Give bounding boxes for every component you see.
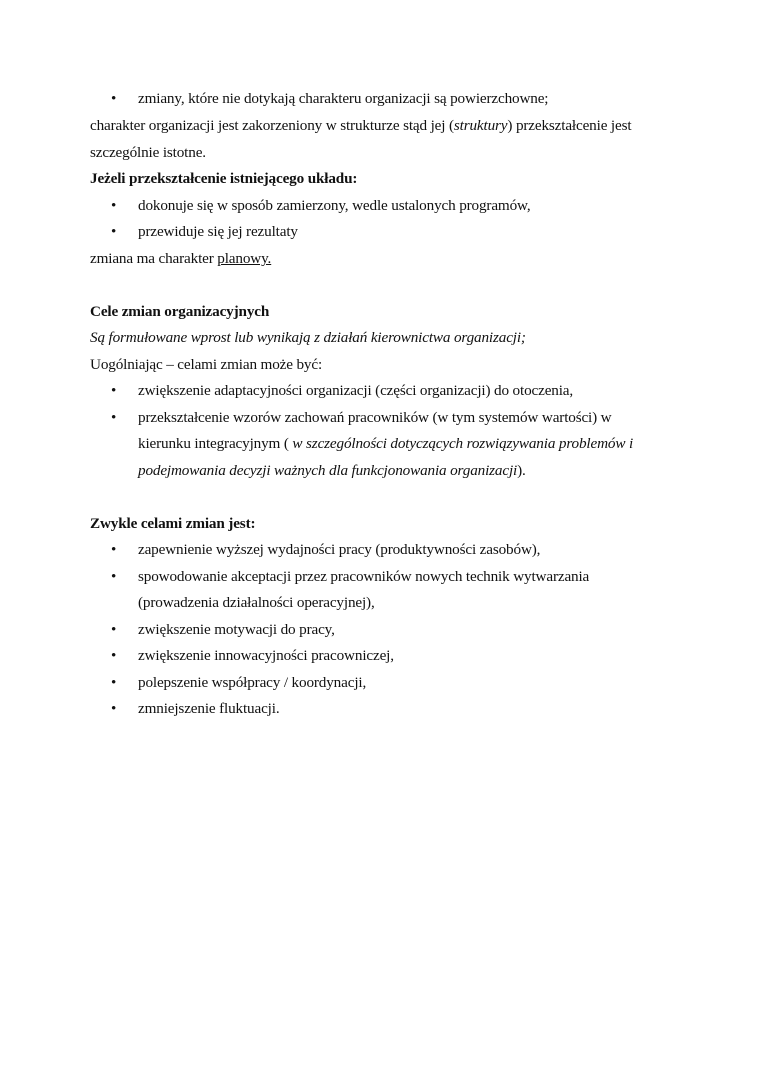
list-item: przewiduje się jej rezultaty bbox=[138, 223, 298, 240]
list-item: zapewnienie wyższej wydajności pracy (produktywności zasobów), bbox=[138, 541, 541, 558]
list-item: zmniejszenie fluktuacji. bbox=[138, 700, 280, 717]
list-item: dokonuje się w sposób zamierzony, wedle ustalonych programów, bbox=[138, 197, 531, 214]
bullet-marker: • bbox=[111, 621, 117, 638]
paragraph-text: zmiana ma charakter bbox=[90, 250, 218, 267]
paragraph-line: Uogólniając – celami zmian może być: bbox=[90, 356, 323, 373]
list-item: zwiększenie innowacyjności pracowniczej, bbox=[138, 647, 394, 664]
section-heading: Cele zmian organizacyjnych bbox=[90, 303, 270, 320]
bullet-marker: • bbox=[111, 568, 117, 585]
section-heading: Jeżeli przekształcenie istniejącego układu: bbox=[90, 170, 358, 187]
section-heading: Zwykle celami zmian jest: bbox=[90, 515, 256, 532]
list-item: spowodowanie akceptacji przez pracowników nowych technik wytwarzania bbox=[138, 568, 590, 585]
list-item-continuation: (prowadzenia działalności operacyjnej), bbox=[138, 594, 375, 611]
list-item-text: kierunku integracyjnym ( bbox=[138, 435, 293, 452]
paragraph-text: ) przekształcenie jest bbox=[507, 117, 632, 134]
list-item-italic-text: w szczególności dotyczących rozwiązywania problemów i bbox=[292, 435, 634, 452]
paragraph-line bbox=[90, 249, 271, 269]
bullet-marker: • bbox=[111, 223, 117, 240]
paragraph-text: charakter organizacji jest zakorzeniony w strukturze stąd jej ( bbox=[90, 117, 454, 134]
list-item-italic-text: podejmowania decyzji ważnych dla funkcjonowania organizacji bbox=[138, 462, 518, 479]
bullet-marker: • bbox=[111, 647, 117, 664]
bullet-marker: • bbox=[111, 541, 117, 558]
bullet-marker: • bbox=[111, 674, 117, 691]
bullet-marker: • bbox=[111, 197, 117, 214]
list-item: polepszenie współpracy / koordynacji, bbox=[138, 674, 367, 691]
paragraph-line: szczególnie istotne. bbox=[90, 144, 206, 161]
bullet-marker: • bbox=[111, 90, 117, 107]
list-item: zwiększenie motywacji do pracy, bbox=[138, 621, 335, 638]
list-item: przekształcenie wzorów zachowań pracowników (w tym systemów wartości) w bbox=[138, 409, 612, 426]
bullet-marker: • bbox=[111, 700, 117, 717]
list-item-continuation bbox=[138, 461, 526, 481]
paragraph-italic-text: struktury bbox=[453, 117, 508, 134]
paragraph-line bbox=[90, 116, 631, 136]
italic-line: Są formułowane wprost lub wynikają z działań kierownictwa organizacji; bbox=[90, 329, 526, 346]
bullet-marker: • bbox=[111, 382, 117, 399]
bullet-marker: • bbox=[111, 409, 117, 426]
list-item-continuation bbox=[138, 434, 633, 454]
underlined-text: planowy. bbox=[217, 250, 272, 267]
list-item-text: ). bbox=[517, 462, 526, 479]
list-item: zmiany, które nie dotykają charakteru organizacji są powierzchowne; bbox=[138, 90, 549, 107]
list-item: zwiększenie adaptacyjności organizacji (części organizacji) do otoczenia, bbox=[138, 382, 574, 399]
